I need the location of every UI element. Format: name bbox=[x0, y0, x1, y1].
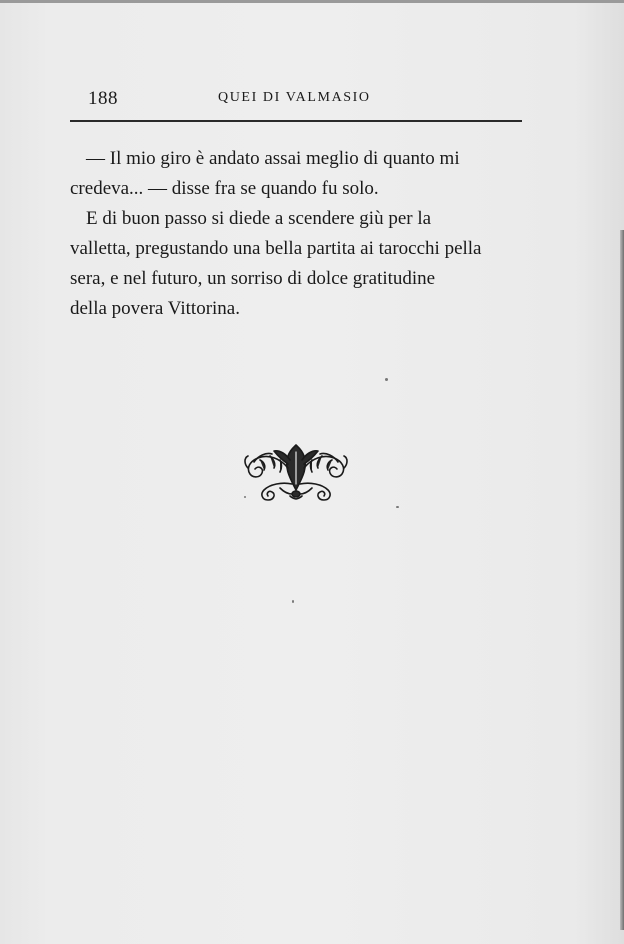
text-line-content: della povera Vittorina. bbox=[70, 298, 240, 319]
paper-speck bbox=[396, 506, 399, 508]
text-line-content: — Il mio giro è andato assai meglio di quanto mi bbox=[86, 148, 460, 169]
text-line-content: credeva... — disse fra se quando fu solo. bbox=[70, 178, 379, 199]
page-number: 188 bbox=[88, 88, 118, 109]
text-line bbox=[70, 264, 528, 294]
text-line bbox=[70, 294, 528, 324]
text-line-content: E di buon passo si diede a scendere giù per la bbox=[86, 208, 432, 229]
text-line bbox=[70, 144, 528, 174]
page-top-edge bbox=[0, 0, 624, 3]
text-line-content: sera, e nel futuro, un sorriso di dolce gratitudine bbox=[70, 268, 436, 289]
page-header bbox=[70, 88, 522, 112]
page-right-edge bbox=[620, 230, 624, 930]
paper-speck bbox=[292, 600, 294, 603]
paper-speck bbox=[244, 496, 246, 498]
running-title: QUEI DI VALMASIO bbox=[218, 90, 371, 105]
paper-speck bbox=[385, 378, 388, 381]
text-line bbox=[70, 234, 528, 264]
text-line-content: valletta, pregustando una bella partita ai tarocchi pella bbox=[70, 238, 482, 259]
text-line bbox=[70, 174, 528, 204]
floral-tailpiece-icon bbox=[240, 438, 352, 502]
header-rule bbox=[70, 120, 522, 122]
text-line bbox=[70, 204, 528, 234]
body-text bbox=[70, 144, 528, 324]
